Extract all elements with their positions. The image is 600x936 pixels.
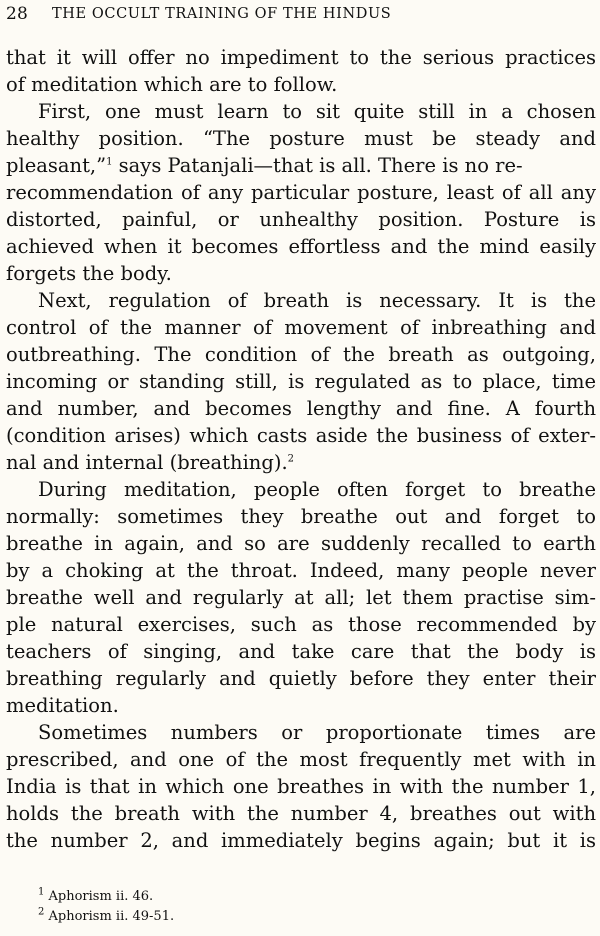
text-line: by a choking at the throat. Indeed, many people never [6, 559, 596, 582]
footnote-text: Aphorism ii. 46. [44, 889, 154, 904]
paragraph [6, 476, 596, 719]
text-line: incoming or standing still, is regulated as to place, time [6, 370, 596, 393]
text-line: control of the manner of movement of inbreathing and [6, 316, 596, 339]
text-line: distorted, painful, or unhealthy position. Posture is [6, 208, 596, 231]
text-line: the number 2, and immediately begins again; but it is [6, 829, 596, 852]
text-line: outbreathing. The condition of the breath as outgoing, [6, 343, 596, 366]
text-line [6, 152, 596, 179]
text-line: prescribed, and one of the most frequently met with in [6, 748, 596, 771]
paragraph [6, 98, 596, 287]
text-line: During meditation, people often forget to breathe [38, 478, 596, 501]
footnote-ref: 2 [287, 453, 295, 465]
footnote-mark: 2 [38, 906, 45, 918]
text-line: Sometimes numbers or proportionate times are [38, 721, 596, 744]
text-line: achieved when it becomes effortless and the mind easily [6, 235, 596, 258]
text-line: meditation. [6, 694, 119, 717]
text-segment: nal and internal (breathing). [6, 451, 288, 474]
footnote-mark: 1 [38, 886, 45, 898]
text-line [6, 449, 596, 476]
text-line: and number, and becomes lengthy and fine. A fourth [6, 397, 596, 420]
paragraph [6, 287, 596, 476]
text-line: teachers of singing, and take care that the body is [6, 640, 596, 663]
text-line: holds the breath with the number 4, breathes out with [6, 802, 596, 825]
page-number: 28 [6, 4, 29, 24]
footnote-text: Aphorism ii. 49-51. [44, 909, 175, 924]
body-text [6, 44, 596, 854]
text-line: ple natural exercises, such as those recommended by [6, 613, 596, 636]
text-line: (condition arises) which casts aside the business of exter- [6, 424, 596, 447]
text-line: recommendation of any particular posture, least of all any [6, 181, 596, 204]
text-line: healthy position. “The posture must be steady and [6, 127, 596, 150]
footnote [38, 888, 153, 906]
text-segment: says Patanjali—that is all. There is no re- [112, 154, 523, 177]
text-line: breathe well and regularly at all; let them practise sim- [6, 586, 596, 609]
footnote [38, 908, 174, 926]
text-line: that it will offer no impediment to the serious practices [6, 46, 596, 69]
text-segment: pleasant,” [6, 154, 107, 177]
footnote-ref: 1 [106, 156, 113, 168]
text-line: First, one must learn to sit quite still in a chosen [38, 100, 596, 123]
text-line: normally: sometimes they breathe out and forget to [6, 505, 596, 528]
text-line: breathe in again, and so are suddenly recalled to earth [6, 532, 596, 555]
running-title: THE OCCULT TRAINING OF THE HINDUS [52, 6, 392, 22]
text-line: Next, regulation of breath is necessary. It is the [38, 289, 596, 312]
text-line: of meditation which are to follow. [6, 73, 338, 96]
paragraph [6, 719, 596, 854]
text-line: breathing regularly and quietly before they enter their [6, 667, 596, 690]
text-line: forgets the body. [6, 262, 172, 285]
text-line: India is that in which one breathes in with the number 1, [6, 775, 596, 798]
paragraph [6, 44, 596, 98]
